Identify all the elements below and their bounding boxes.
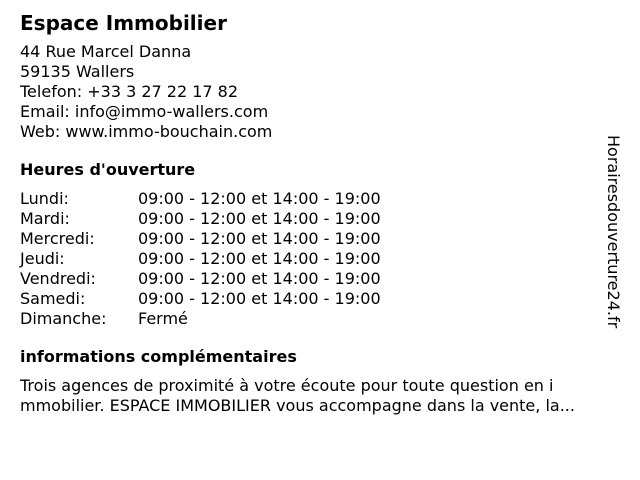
- info-line-2: mmobilier. ESPACE IMMOBILIER vous accompagne dans la vente, la...: [20, 396, 575, 415]
- day-hours: 09:00 - 12:00 et 14:00 - 19:00: [138, 289, 381, 308]
- hours-row-vendredi: [20, 269, 610, 289]
- hours-row-mardi: [20, 209, 610, 229]
- info-line-1: Trois agences de proximité à votre écoute pour toute question en i: [20, 376, 554, 395]
- day-label: Samedi:: [20, 289, 86, 308]
- address-street: 44 Rue Marcel Danna: [20, 42, 192, 61]
- hours-row-jeudi: [20, 249, 610, 269]
- hours-heading: Heures d'ouverture: [20, 160, 196, 179]
- day-hours: 09:00 - 12:00 et 14:00 - 19:00: [138, 209, 381, 228]
- info-description: [20, 376, 610, 416]
- day-hours: Fermé: [138, 309, 188, 328]
- day-label: Vendredi:: [20, 269, 96, 288]
- day-hours: 09:00 - 12:00 et 14:00 - 19:00: [138, 249, 381, 268]
- info-heading: informations complémentaires: [20, 347, 297, 366]
- hours-row-lundi: [20, 189, 610, 209]
- web-line: Web: www.immo-bouchain.com: [20, 122, 273, 141]
- day-label: Mercredi:: [20, 229, 95, 248]
- day-hours: 09:00 - 12:00 et 14:00 - 19:00: [138, 269, 381, 288]
- hours-table: [20, 189, 610, 329]
- day-label: Mardi:: [20, 209, 70, 228]
- day-label: Jeudi:: [20, 249, 65, 268]
- email-line: Email: info@immo-wallers.com: [20, 102, 269, 121]
- day-label: Lundi:: [20, 189, 69, 208]
- hours-row-mercredi: [20, 229, 610, 249]
- business-card: [20, 10, 610, 416]
- day-label: Dimanche:: [20, 309, 107, 328]
- site-watermark: Horairesdouverture24.fr: [604, 135, 623, 329]
- address-city: 59135 Wallers: [20, 62, 135, 81]
- business-name: Espace Immobilier: [20, 11, 227, 35]
- phone-line: Telefon: +33 3 27 22 17 82: [20, 82, 239, 101]
- day-hours: 09:00 - 12:00 et 14:00 - 19:00: [138, 229, 381, 248]
- hours-row-dimanche: [20, 309, 610, 329]
- day-hours: 09:00 - 12:00 et 14:00 - 19:00: [138, 189, 381, 208]
- hours-row-samedi: [20, 289, 610, 309]
